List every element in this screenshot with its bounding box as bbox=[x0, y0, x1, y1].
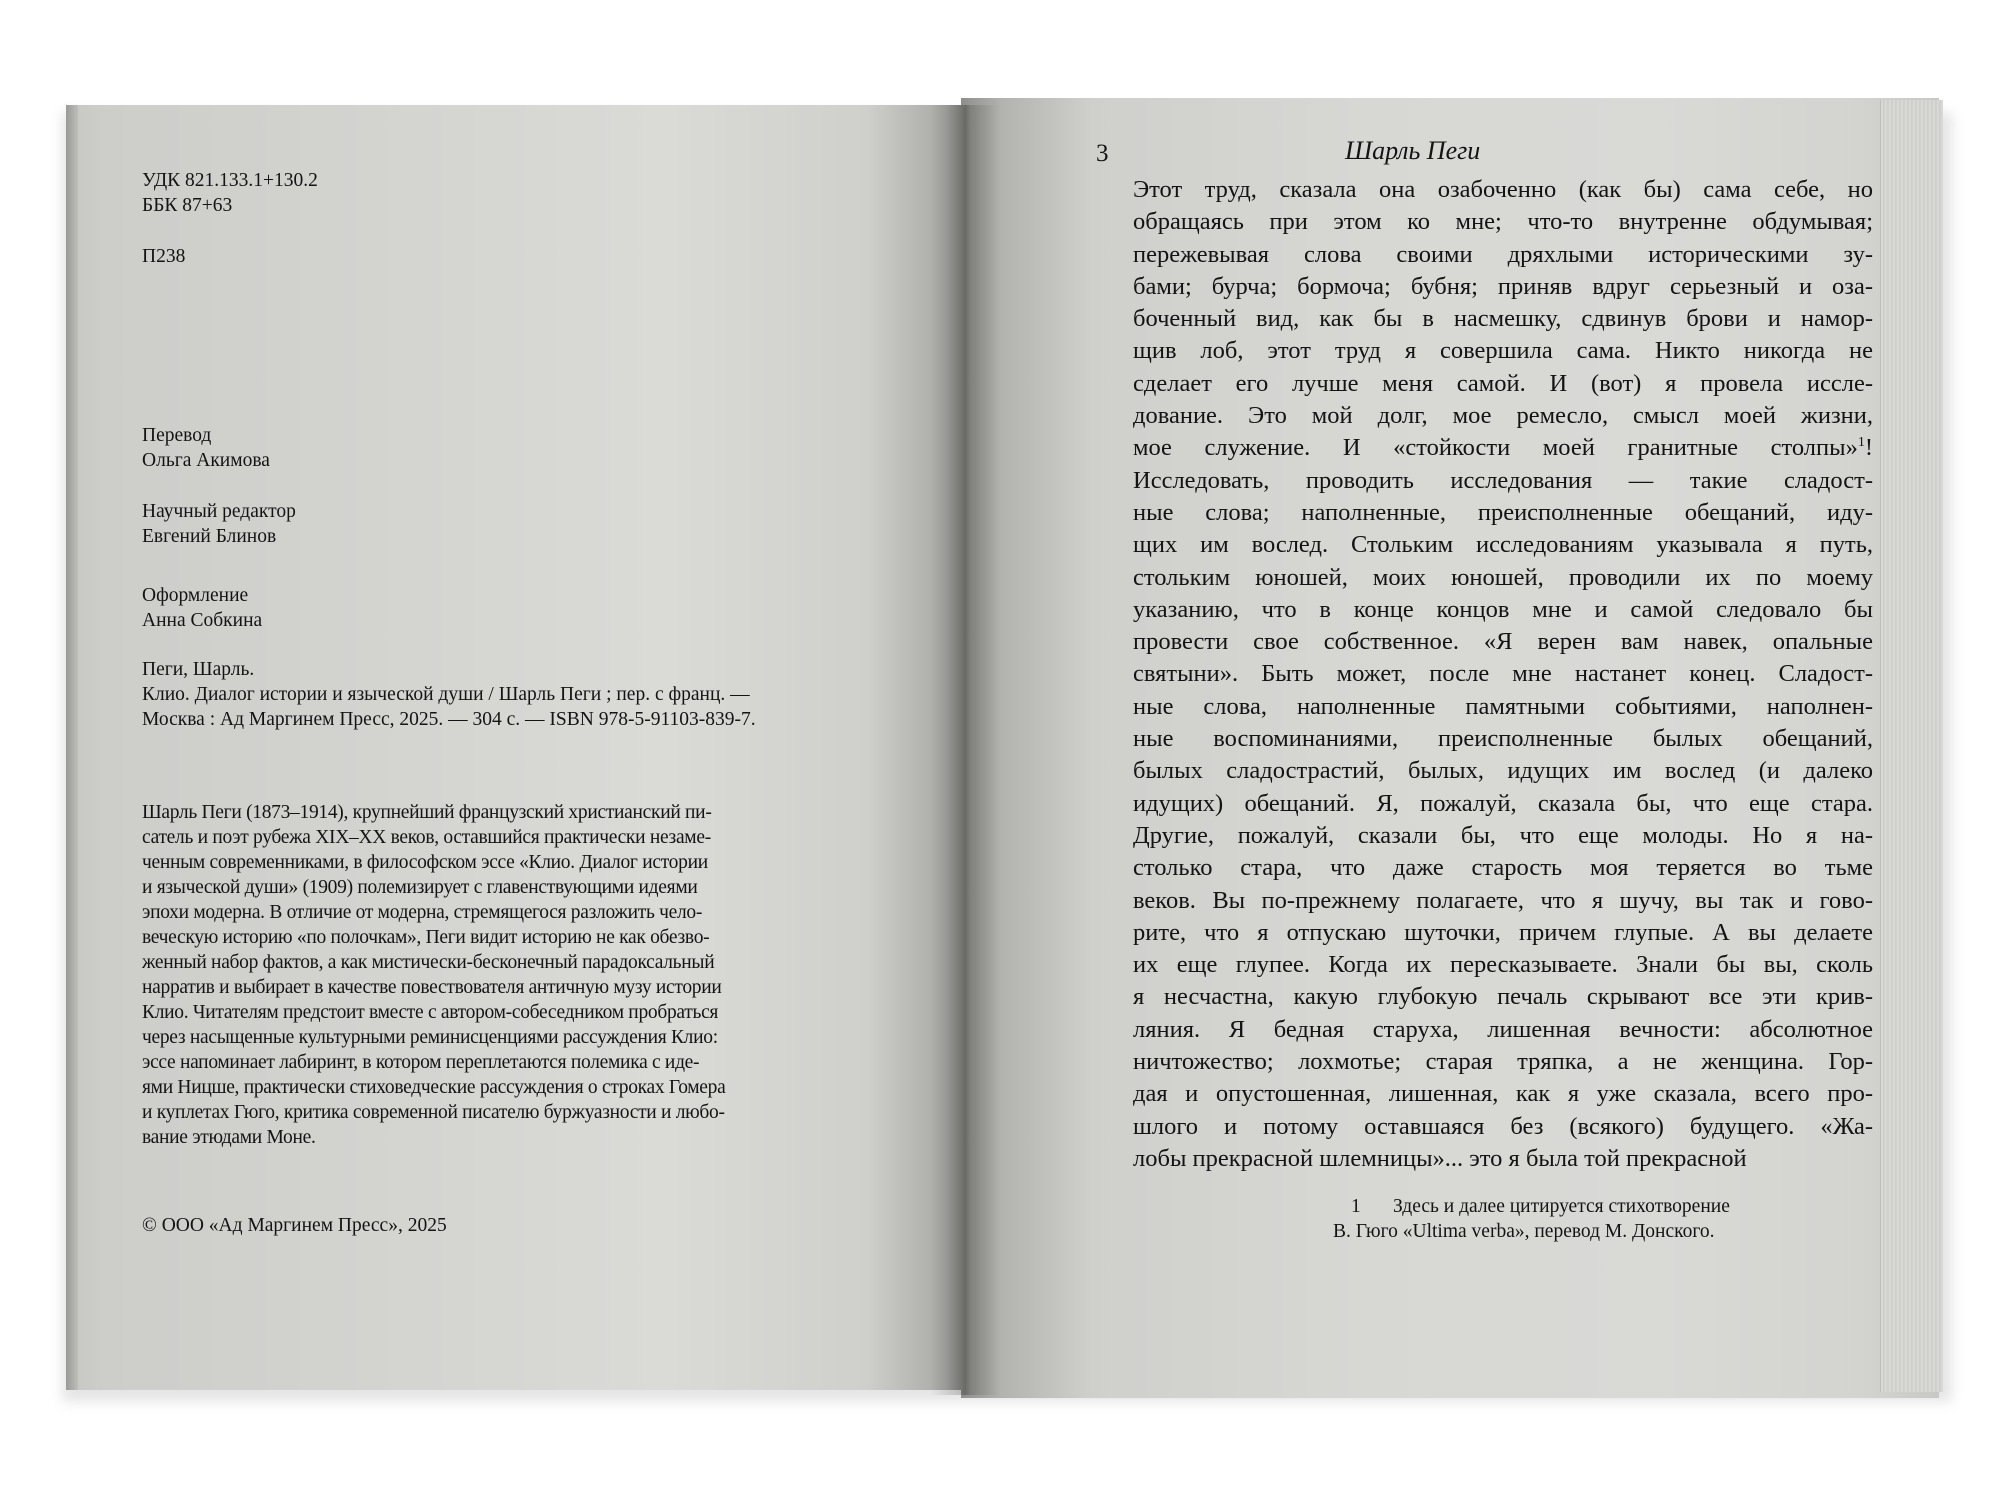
translation-label: Перевод bbox=[142, 425, 212, 446]
copyright bbox=[142, 1213, 447, 1238]
body-line bbox=[1133, 432, 1873, 464]
biblio-line: Москва : Ад Маргинем Пресс, 2025. — 304 с. — ISBN 978-5-91103-839-7. bbox=[142, 709, 756, 730]
designer-name: Анна Собкина bbox=[142, 610, 263, 631]
body-line: провести свое собственное. «Я верен вам навек, опальные bbox=[1133, 628, 1873, 656]
copyright-line: © ООО «Ад Маргинем Пресс», 2025 bbox=[142, 1215, 447, 1236]
body-line: дование. Это мой долг, мое ремесло, смысл моей жизни, bbox=[1133, 402, 1873, 430]
annotation-line: веческую историю «по полочкам», Пеги видит историю не как обезво- bbox=[142, 927, 710, 948]
body-line: дая и опустошенная, лишенная, как я уже сказала, всего про- bbox=[1133, 1080, 1873, 1108]
design-label: Оформление bbox=[142, 585, 249, 606]
body-line: сделает его лучше меня самой. И (вот) я провела иссле- bbox=[1133, 369, 1873, 397]
udk-code: УДК 821.133.1+130.2 bbox=[142, 170, 318, 191]
annotation-line: через насыщенные культурными реминисценциями рассуждения Клио: bbox=[142, 1027, 718, 1048]
editor-credit bbox=[142, 499, 296, 549]
page-edges bbox=[1880, 100, 1943, 1392]
bbk-code: ББК 87+63 bbox=[142, 195, 233, 216]
footnote-number: 1 bbox=[1351, 1196, 1361, 1217]
body-line: щив лоб, этот труд я совершила сама. Никто никогда не bbox=[1133, 337, 1873, 365]
biblio-line: Пеги, Шарль. bbox=[142, 659, 255, 680]
body-line: ные воспоминаниями, преисполненные былых обещаний, bbox=[1133, 725, 1873, 753]
body-line: Другие, пожалуй, сказали бы, что еще молоды. Но я на- bbox=[1133, 821, 1873, 849]
annotation-line: Шарль Пеги (1873–1914), крупнейший французский христианский пи- bbox=[142, 802, 712, 823]
translator-name: Ольга Акимова bbox=[142, 450, 270, 471]
annotation-line: нарратив и выбирает в качестве повествователя античную музу истории bbox=[142, 977, 722, 998]
left-page bbox=[66, 105, 961, 1390]
body-line: ничтожество; лохмотье; старая тряпка, а не женщина. Гор- bbox=[1133, 1048, 1873, 1076]
body-line: святыни». Быть может, после мне настанет конец. Сладост- bbox=[1133, 660, 1873, 688]
body-line: боченный вид, как бы в насмешку, сдвинув брови и намор- bbox=[1133, 305, 1873, 333]
body-line: их еще глупее. Когда их пересказываете. Знали бы вы, сколь bbox=[1133, 951, 1873, 979]
footnote-line: В. Гюго «Ultima verba», перевод М. Донского. bbox=[1333, 1221, 1715, 1242]
body-line: Исследовать, проводить исследования — такие сладост- bbox=[1133, 466, 1873, 494]
translation-credit bbox=[142, 423, 270, 473]
body-line: указанию, что в конце концов мне и самой следовало бы bbox=[1133, 595, 1873, 623]
annotation-line: эссе напоминает лабиринт, в котором переплетаются полемика с иде- bbox=[142, 1052, 700, 1073]
body-line: шлого и потому оставшаяся без (всякого) будущего. «Жа- bbox=[1133, 1112, 1873, 1140]
body-line-suffix: ! bbox=[1864, 434, 1873, 462]
editor-label: Научный редактор bbox=[142, 501, 296, 522]
body-line: лобы прекрасной шлемницы»... это я была той прекрасной bbox=[1133, 1144, 1747, 1172]
body-line: стольким юношей, моих юношей, проводили их по моему bbox=[1133, 563, 1873, 591]
bibliographic-record bbox=[142, 657, 756, 732]
body-line-text: мое служение. И «стойкости моей гранитные столпы» bbox=[1133, 434, 1858, 462]
body-line: рите, что я отпускаю шуточки, причем глупые. А вы делаете bbox=[1133, 918, 1873, 946]
annotation-line: и куплетах Гюго, критика современной писателю буржуазности и любо- bbox=[142, 1102, 725, 1123]
author-code bbox=[142, 244, 185, 269]
annotation-line: Клио. Читателям предстоит вместе с автором-собеседником пробраться bbox=[142, 1002, 719, 1023]
body-line: былых сладострастий, былых, идущих им вослед (и далеко bbox=[1133, 757, 1873, 785]
biblio-line: Клио. Диалог истории и языческой души / Шарль Пеги ; пер. с франц. — bbox=[142, 684, 750, 705]
body-text bbox=[1133, 174, 1873, 1175]
editor-name: Евгений Блинов bbox=[142, 526, 277, 547]
footnote-line: Здесь и далее цитируется стихотворение bbox=[1393, 1196, 1730, 1217]
footnote-marker: 1 bbox=[1857, 435, 1865, 451]
body-line: идущих) обещаний. Я, пожалуй, сказала бы, что еще стара. bbox=[1133, 789, 1873, 817]
body-line: веков. Вы по-прежнему полагаете, что я шучу, вы так и гово- bbox=[1133, 886, 1873, 914]
annotation-line: эпохи модерна. В отличие от модерна, стремящегося разложить чело- bbox=[142, 902, 703, 923]
annotation-line: женный набор фактов, а как мистически-бесконечный парадоксальный bbox=[142, 952, 715, 973]
annotation-line: ями Ницше, практически стиховедческие рассуждения о строках Гомера bbox=[142, 1077, 726, 1098]
body-line: ные слова, наполненные памятными событиями, наполнен- bbox=[1133, 692, 1873, 720]
annotation-line: и языческой души» (1909) полемизирует с главенствующими идеями bbox=[142, 877, 698, 898]
annotation bbox=[142, 800, 725, 1150]
body-line: ные слова; наполненные, преисполненные обещаний, иду- bbox=[1133, 498, 1873, 526]
spine-shadow bbox=[930, 105, 1000, 1395]
body-line: Этот труд, сказала она озабоченно (как бы) сама себе, но bbox=[1133, 176, 1873, 203]
design-credit bbox=[142, 583, 262, 633]
author-mark: П238 bbox=[142, 246, 186, 267]
body-line: бами; бурча; бормоча; бубня; приняв вдруг серьезный и оза- bbox=[1133, 272, 1873, 300]
annotation-line: сатель и поэт рубежа XIX–XX веков, оставшийся практически незаме- bbox=[142, 827, 711, 848]
body-line: я несчастна, какую глубокую печаль скрывают все эти крив- bbox=[1133, 983, 1873, 1011]
classification-block bbox=[142, 168, 318, 218]
body-line: столько стара, что даже старость моя теряется во тьме bbox=[1133, 854, 1873, 882]
annotation-line: ченным современниками, в философском эссе «Клио. Диалог истории bbox=[142, 852, 708, 873]
running-header: Шарль Пеги bbox=[1345, 136, 1481, 165]
body-line: обращаясь при этом ко мне; что-то внутренне обдумывая; bbox=[1133, 208, 1873, 236]
annotation-line: вание этюдами Моне. bbox=[142, 1127, 316, 1148]
body-line: щих им вослед. Стольким исследованиям указывала я путь, bbox=[1133, 531, 1873, 559]
body-line: ляния. Я бедная старуха, лишенная вечности: абсолютное bbox=[1133, 1015, 1873, 1043]
page-number: 3 bbox=[1096, 140, 1109, 167]
body-line: пережевывая слова своими дряхлыми историческими зу- bbox=[1133, 240, 1873, 268]
